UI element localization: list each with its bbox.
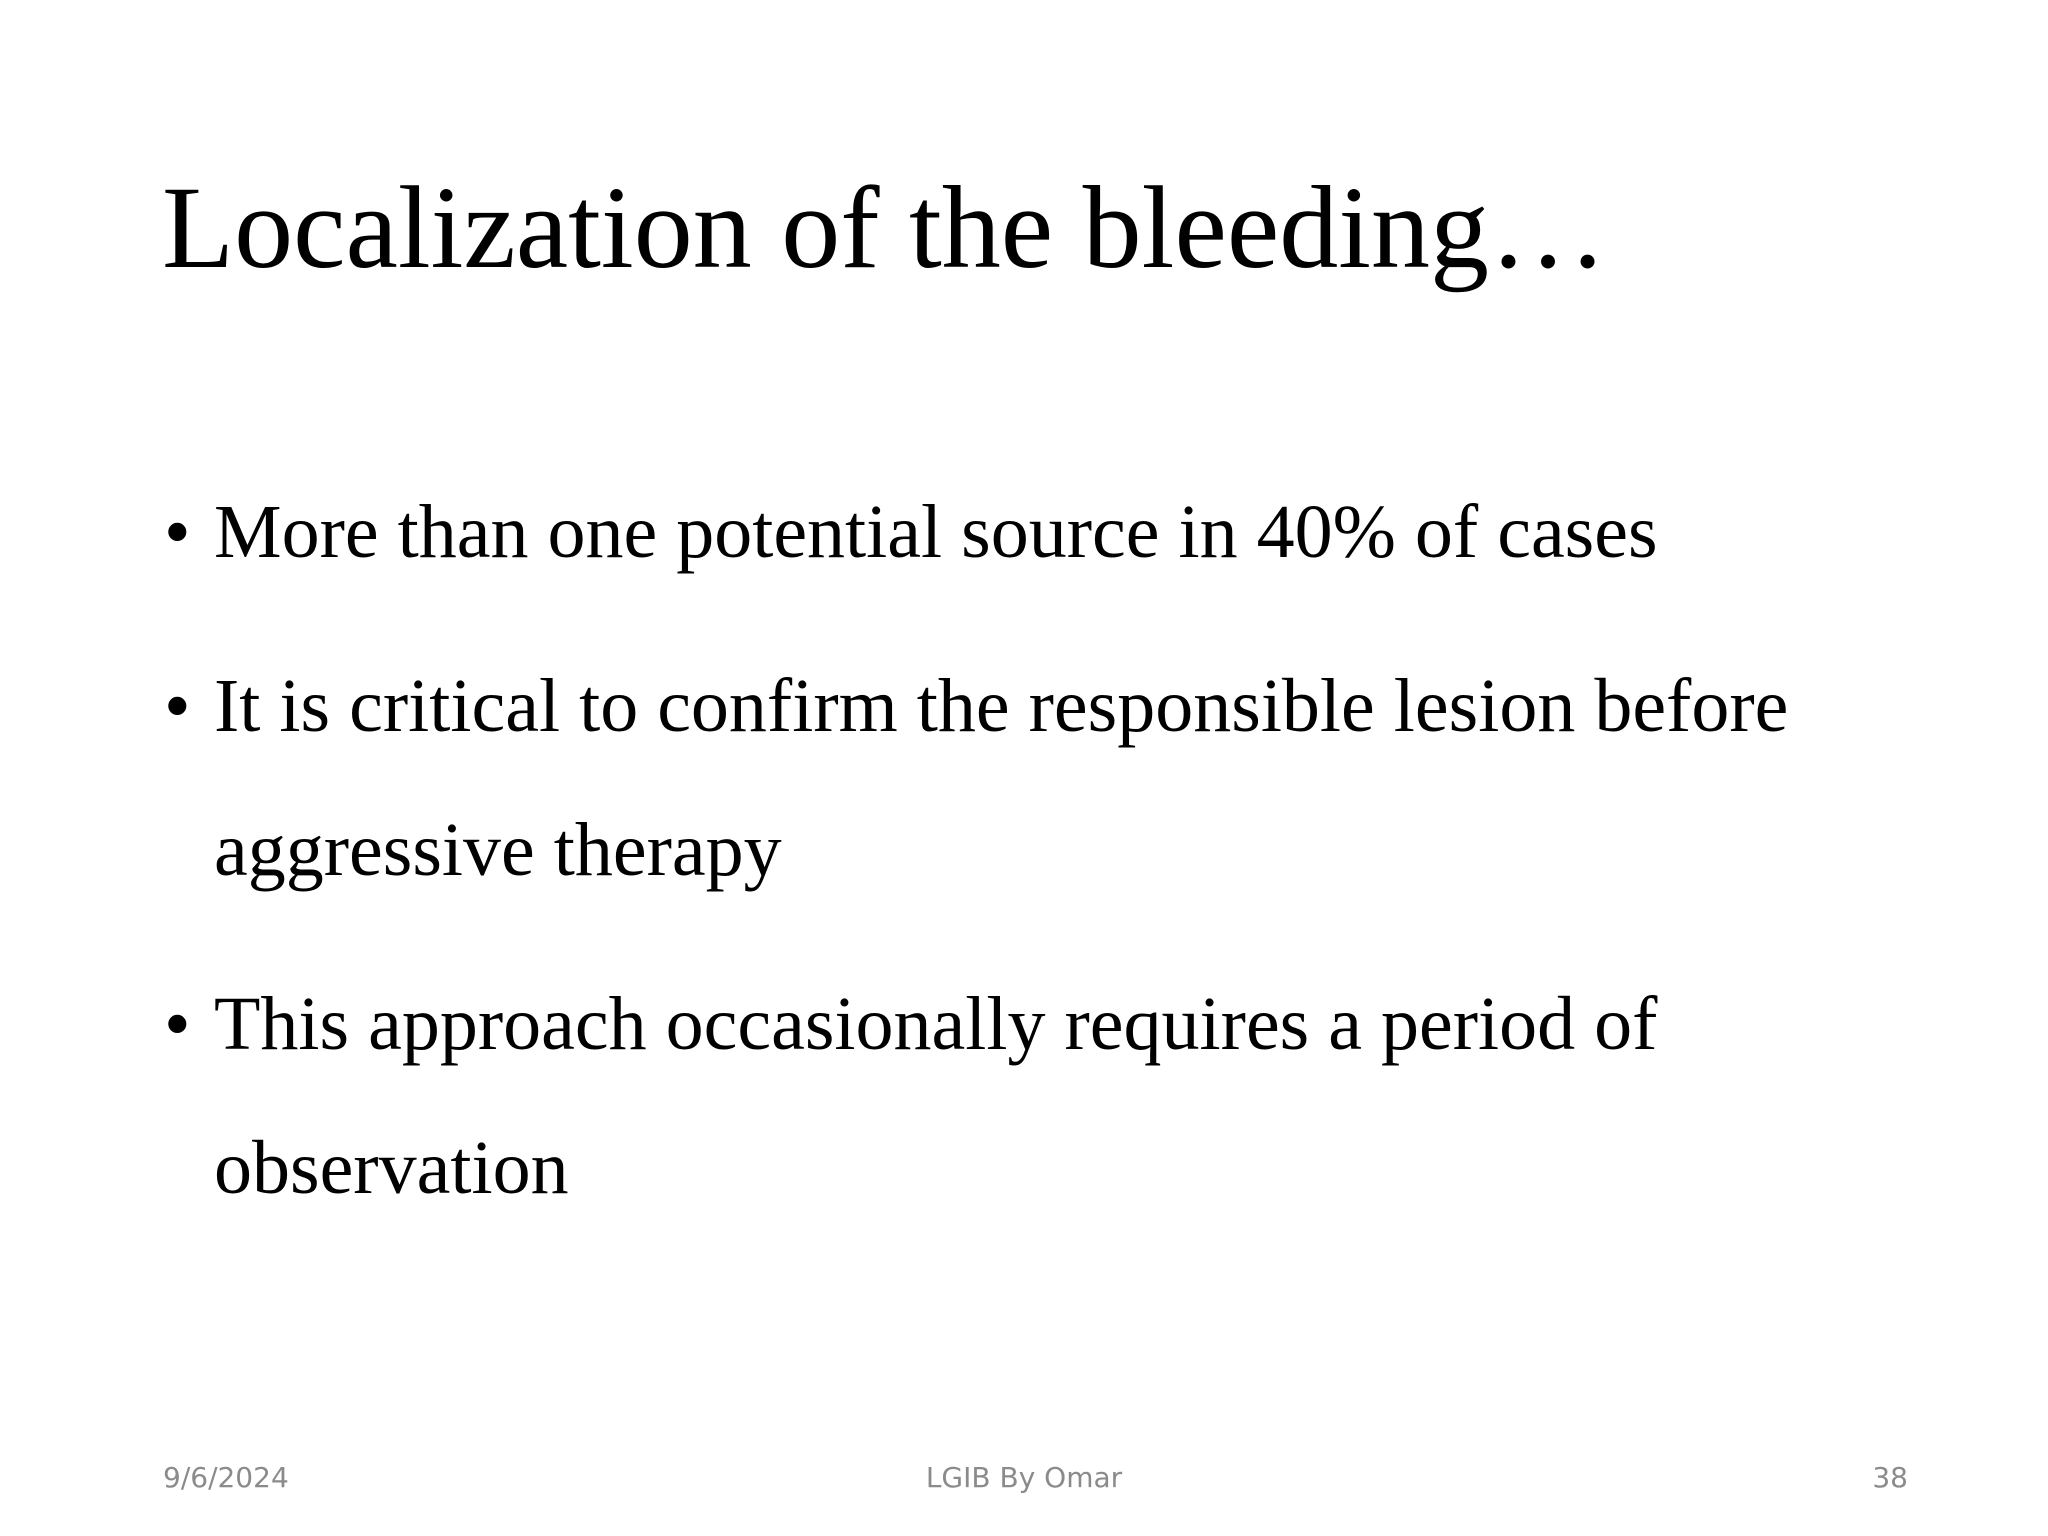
bullet-marker: •	[164, 982, 191, 1066]
bullet-list	[162, 460, 1922, 1270]
bullet-item	[162, 460, 1922, 604]
bullet-text: More than one potential source in 40% of cases	[214, 490, 1658, 574]
footer-center-text: LGIB By Omar	[925, 1461, 1123, 1494]
bullet-marker: •	[164, 490, 191, 574]
footer-date: 9/6/2024	[163, 1461, 289, 1494]
slide-number: 38	[1872, 1461, 1908, 1494]
bullet-text: It is critical to confirm the responsible lesion before aggressive therapy	[214, 664, 1789, 892]
bullet-item	[162, 952, 1922, 1240]
bullet-marker: •	[164, 664, 191, 748]
bullet-text: This approach occasionally requires a period of observation	[214, 982, 1658, 1210]
bullet-item	[162, 634, 1922, 922]
slide-title: Localization of the bleeding…	[162, 162, 1607, 293]
